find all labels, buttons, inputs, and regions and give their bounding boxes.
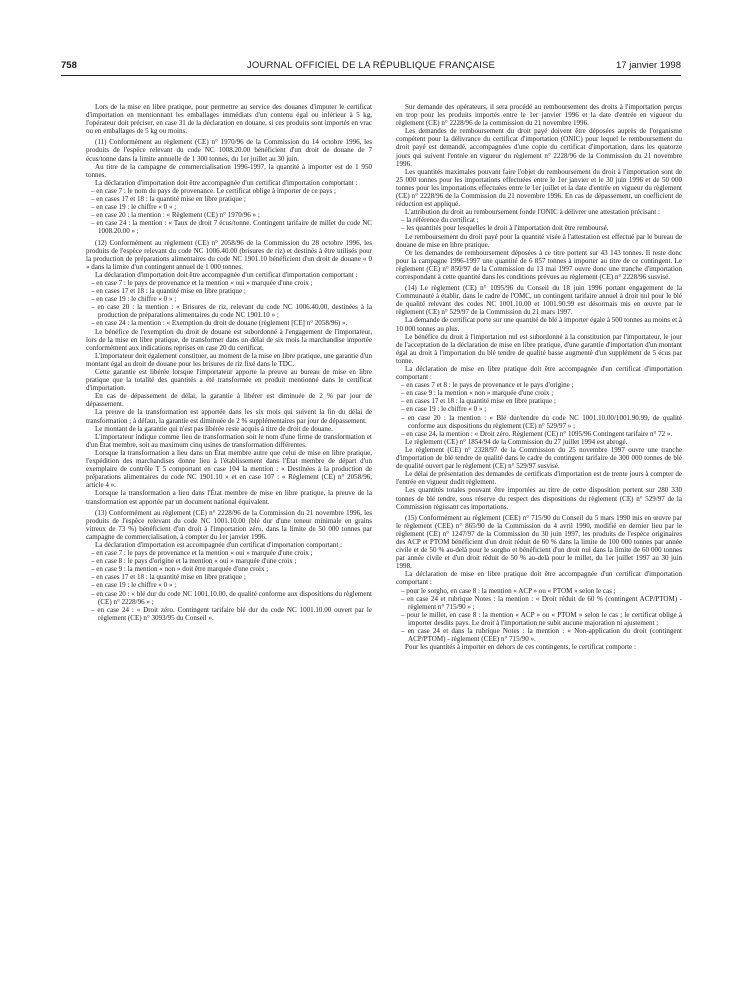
dash-list <box>86 549 372 622</box>
list-item: – en case 24 et rubrique Notes : la mention : « Droit réduit de 60 % (contingent ACP/PTOM) - règlement n° 715/90 » ; <box>396 595 682 611</box>
left-column <box>86 103 372 622</box>
right-column <box>396 103 682 651</box>
paragraph: La déclaration de mise en libre pratique doit être accompagnée d'un certificat d'importation comportant : <box>396 570 682 587</box>
list-item: – en case 20 : la mention : « Blé dur/tendre du code NC 1001.10.00/1001.90.99, de qualité conforme aux dispositions du règlement (CE) n° 529/97 » ; <box>396 414 682 430</box>
paragraph: Le délai de présentation des demandes de certificats d'importation est de trente jours à compter de l'entrée en vigueur dudit règlement. <box>396 470 682 487</box>
paragraph: L'importateur doit également constituer, au moment de la mise en libre pratique, une garantie d'un montant égal au droit de douane pour les brisures de riz fixé dans le TDC. <box>86 351 372 368</box>
paragraph: (14) Le règlement (CE) n° 1095/96 du Conseil du 18 juin 1996 portant engagement de la Communauté à établir, dans le cadre de l'OMC, un contingent tarifaire annuel à droit nul pour le blé de qualité relevant des codes NC 1001.10.00 et 1001.90.99 est désormais mis en œuvre par le règlement (CE) n° 529/97 de la Commission du 21 mars 1997. <box>396 284 682 317</box>
list-item: – en case 7 : le pays de provenance et la mention « oui » marquée d'une croix ; <box>86 279 372 287</box>
paragraph: En cas de dépassement de délai, la garantie à libérer est diminuée de 2 % par jour de dépassement. <box>86 392 372 409</box>
paragraph: La déclaration d'importation est accompagnée d'un certificat d'importation comportant : <box>95 540 343 549</box>
page-number: 758 <box>61 60 77 71</box>
paragraph: Le remboursement du droit payé pour la quantité visée à l'attestation est effectué par le bureau de douane de mise en libre pratique. <box>396 232 682 249</box>
paragraph: Le règlement (CE) n° 2328/97 de la Commission du 25 novembre 1997 ouvre une tranche d'importation de blé tendre de qualité dans le cadre du contingent tarifaire de 300 000 tonnes de blé de qualité ouvert par le règlement (CE) n° 529/97 susvisé. <box>396 445 682 471</box>
paragraph: Le bénéfice de l'exemption du droit de douane est subordonné à l'engagement de l'importateur, lors de la mise en libre pratique, de transformer dans un délai de six mois la marchandise importée conformément aux indications reprises en case 20 du certificat. <box>86 327 372 352</box>
list-item: – pour le sorgho, en case 8 : la mention « ACP » ou « PTOM » selon le cas ; <box>396 587 682 595</box>
list-item: – en cases 17 et 18 : la quantité mise en libre pratique ; <box>86 195 372 203</box>
paragraph: Or les demandes de remboursement déposées à ce titre portent sur 43 143 tonnes. Il reste donc pour la campagne 1996-1997 une quantité de 6 857 tonnes à importer au titre de ce contingent. Le règlement (CE) n° 850/97 de la Commission du 13 mai 1997 ouvre donc une tranche d'importation correspondant à cette quantité dans les conditions prévues au règlement (CE) n° 2228/96 susvisé. <box>396 248 682 281</box>
paragraph: Le montant de la garantie qui n'est pas libérée reste acquis à titre de droit de douane. <box>95 424 333 433</box>
page-header <box>61 60 681 74</box>
paragraph: Les demandes de remboursement du droit payé doivent être déposées auprès de l'organisme compétent pour la délivrance du certificat d'importation (ONIC) pour lequel le remboursement du droit payé est demandé, accompagnées d'une copie du certificat d'importation, dans les quatorze jours qui suivent l'entrée en vigueur du règlement n° 2228/96 de la Commission du 21 novembre 1996. <box>396 127 682 168</box>
paragraph: La déclaration d'importation doit être accompagnée d'un certificat d'importation comportant : <box>95 270 358 279</box>
paragraph: Pour les quantités à importer en dehors de ces contingents, le certificat comporte : <box>405 643 636 652</box>
list-item: – en case 20 : la mention : « Brisures de riz, relevant du code NC 1006.40.00, destinées à la production de préparations alimentaires du code NC 1901.10 » ; <box>86 303 372 319</box>
paragraph: Au titre de la campagne de commercialisation 1996-1997, la quantité à importer est de 1 950 tonnes. <box>86 162 372 179</box>
paragraph: La déclaration de mise en libre pratique doit être accompagnée d'un certificat d'importation comportant : <box>396 365 682 382</box>
paragraph: La preuve de la transformation est apportée dans les six mois qui suivent la fin du délai de transformation ; à défaut, la garantie est diminuée de 2 % supplémentaires par jour de dépassement. <box>86 408 372 425</box>
paragraph: L'attribution du droit au remboursement fonde l'ONIC à délivrer une attestation précisant : <box>405 208 660 217</box>
list-item: – en case 9 : la mention « non » doit être marquée d'une croix ; <box>86 565 372 573</box>
list-item: – en case 24 : la mention : « Exemption du droit de douane (règlement [CE] n° 2058/96) ». <box>86 319 372 327</box>
paragraph: (11) Conformément au règlement (CE) n° 1970/96 de la Commission du 14 octobre 1996, les produits de l'espèce relevant du code NC 1008.20.00 bénéficient d'un droit de douane de 7 écus/tonne dans la limite annuelle de 1 300 tonnes, du 1er juillet au 30 juin. <box>86 138 372 163</box>
list-item: – en case 24 : « Droit zéro. Contingent tarifaire blé dur du code NC 1001.10.00 ouvert par le règlement (CE) n° 3093/95 du Conseil ». <box>86 606 372 622</box>
paragraph: La déclaration d'importation doit être accompagnée d'un certificat d'importation comportant : <box>95 178 358 187</box>
paragraph: Lorsque la transformation a lieu dans un État membre autre que celui de mise en libre pratique, l'expédition des marchandises donne lieu à l'établissement dans l'État membre de départ d'un exemplaire de contrôle T 5 comportant en case 104 la mention : « Destinées à la production de préparations alimentaires du code NC 1901.10 » et en case 107 : « Règlement (CE) n° 2058/96, article 4 ». <box>86 448 372 490</box>
list-item: – en case 19 : le chiffre « 0 » ; <box>396 405 682 413</box>
list-item: – en case 19 : le chiffre « 0 » ; <box>86 203 372 211</box>
list-item: – en case 7 : le pays de provenance et la mention « oui » marquée d'une croix ; <box>86 549 372 557</box>
list-item: – en case 24 : la mention : « Taux de droit 7 écus/tonne. Contingent tarifaire de millet du code NC 1008.20.00 » ; <box>86 219 372 235</box>
paragraph: (15) Conformément au règlement (CEE) n° 715/90 du Conseil du 5 mars 1990 mis en œuvre par le règlement (CEE) n° 865/90 de la Commission du 4 avril 1990, modifié en dernier lieu par le règlement (CE) n° 1247/97 de la Commission du 30 juin 1997, les produits de l'espèce originaires des ACP et PTOM bénéficient d'un droit réduit de 60 % dans la limite de 100 000 tonnes par année civile et de 50 % au-delà pour le sorgho et bénéficient d'un droit nul dans la limite de 60 000 tonnes par année civile et d'un droit réduit de 50 % au-delà pour le millet, du 1er juillet 1997 au 30 juin 1998. <box>396 513 682 571</box>
paragraph: L'importateur indique comme lieu de transformation soit le nom d'une firme de transformation et d'un État membre, soit au maximum cinq usines de transformation différentes. <box>86 432 372 449</box>
list-item: – en case 9 : la mention « non » marquée d'une croix ; <box>396 389 682 397</box>
paragraph: Lors de la mise en libre pratique, pour permettre au service des douanes d'imputer le certificat d'importation en mentionnant les emballages immédiats d'un contenu égal ou inférieur à 5 kg, l'opérateur doit préciser, en case 31 de la déclaration en douane, si ces produits sont importés en vrac ou en emballages de 5 kg ou moins. <box>86 103 372 136</box>
list-item: – en case 19 : le chiffre « 0 » ; <box>86 295 372 303</box>
list-item: – en case 8 : le pays d'origine et la mention « oui » marquée d'une croix ; <box>86 557 372 565</box>
paragraph: (13) Conformément au règlement (CE) n° 2228/96 de la Commission du 21 novembre 1996, les produits de l'espèce relevant du code NC 1001.10.00 (blé dur d'une teneur minimale en grains vitreux de 73 %) bénéficient d'un droit à l'importation zéro, dans la limite de 50 000 tonnes par campagne de commercialisation, à compter du 1er janvier 1996. <box>86 508 372 541</box>
list-item: – en case 20 : « blé dur du code NC 1001.10.00, de qualité conforme aux dispositions du règlement (CE) n° 2228/96 » ; <box>86 590 372 606</box>
dash-list <box>86 187 372 236</box>
list-item: – en case 20 : la mention : « Règlement (CE) n° 1970/96 » ; <box>86 211 372 219</box>
header-rule <box>61 75 681 76</box>
dash-list <box>396 381 682 438</box>
list-item: – en case 19 : le chiffre « 0 » ; <box>86 581 372 589</box>
list-item: – en cases 17 et 18 : la quantité mise en libre pratique ; <box>396 397 682 405</box>
list-item: – en cases 7 et 8 : le pays de provenance et le pays d'origine ; <box>396 381 682 389</box>
list-item: – en case 7 : le nom du pays de provenance. Le certificat oblige à importer de ce pays ; <box>86 187 372 195</box>
list-item: – les quantités pour lesquelles le droit à l'importation doit être remboursé. <box>396 224 682 232</box>
paragraph: Le bénéfice du droit à l'importation nul est subordonné à la constitution par l'importateur, le jour de l'acceptation de la déclaration de mise en libre pratique, d'une garantie d'importation d'un montant égal au droit à l'importation du blé tendre de qualité basse augmenté d'un supplément de 5 écus par tonne. <box>396 332 682 365</box>
paragraph: La demande de certificat porte sur une quantité de blé à importer égale à 500 tonnes au moins et à 10 000 tonnes au plus. <box>396 316 682 333</box>
paragraph: Cette garantie est libérée lorsque l'importateur apporte la preuve au bureau de mise en libre pratique que la totalité des quantités a été transformée en produit mentionné dans le certificat d'importation. <box>86 368 372 393</box>
paragraph: Les quantités maximales pouvant faire l'objet du remboursement du droit à l'importation sont de 25 000 tonnes pour les importations effectuées entre le 1er janvier et le 30 juin 1996 et de 50 000 tonnes pour les importations effectuées entre le 1er juillet et la date d'entrée en vigueur du règlement (CE) n° 2228/96 de la Commission du 21 novembre 1996. En cas de dépassement, un coefficient de réduction est appliqué. <box>396 167 682 209</box>
list-item: – en cases 17 et 18 : la quantité mise en libre pratique ; <box>86 573 372 581</box>
paragraph: Les quantités totales pouvant être importées au titre de cette disposition portent sur 280 330 tonnes de blé tendre, sous réserve du respect des dispositions du règlement (CE) n° 529/97 de la Commission régissant ces importations. <box>396 486 682 511</box>
paragraph: Lorsque la transformation a lieu dans l'État membre de mise en libre pratique, la preuve de la transformation est apportée par un document national équivalent. <box>86 489 372 506</box>
paragraph: Sur demande des opérateurs, il sera procédé au remboursement des droits à l'importation perçus en trop pour les produits importés entre le 1er janvier 1996 et la date d'entrée en vigueur du règlement (CE) n° 2228/96 de la commission du 21 novembre 1996. <box>396 103 682 128</box>
dash-list <box>396 216 682 232</box>
paragraph: (12) Conformément au règlement (CE) n° 2058/96 de la Commission du 28 octobre 1996, les produits de l'espèce relevant du code NC 1006.40.00 (brisures de riz) et destinés à être utilisés pour la production de préparations alimentaires du code NC 1901.10 bénéficient d'un droit de douane « 0 » dans la limite d'un contingent annuel de 1 000 tonnes. <box>86 238 372 271</box>
dash-list <box>396 587 682 644</box>
list-item: – en case 24 et dans la rubrique Notes : la mention : « Non-application du droit (contingent ACP/PTOM) - règlement (CEE) n° 715/90 ». <box>396 627 682 643</box>
list-item: – en cases 17 et 18 : la quantité mise en libre pratique ; <box>86 287 372 295</box>
list-item: – en case 24, la mention : « Droit zéro. Règlement (CE) n° 1095/96 Contingent tarifaire n° 72 ». <box>396 430 682 438</box>
paragraph: Le règlement (CE) n° 1854/94 de la Commission du 27 juillet 1994 est abrogé. <box>405 437 628 446</box>
dash-list <box>86 279 372 328</box>
list-item: – la référence du certificat ; <box>396 216 682 224</box>
journal-title: JOURNAL OFFICIEL DE LA RÉPUBLIQUE FRANÇAISE <box>246 60 496 71</box>
list-item: – pour le millet, en case 8 : la mention « ACP » ou « PTOM » selon le cas ; le certificat oblige à importer desdits pays. Le droit à l'importation ne subit aucune majoration ni ajustement ; <box>396 611 682 627</box>
publication-date: 17 janvier 1998 <box>616 60 681 71</box>
